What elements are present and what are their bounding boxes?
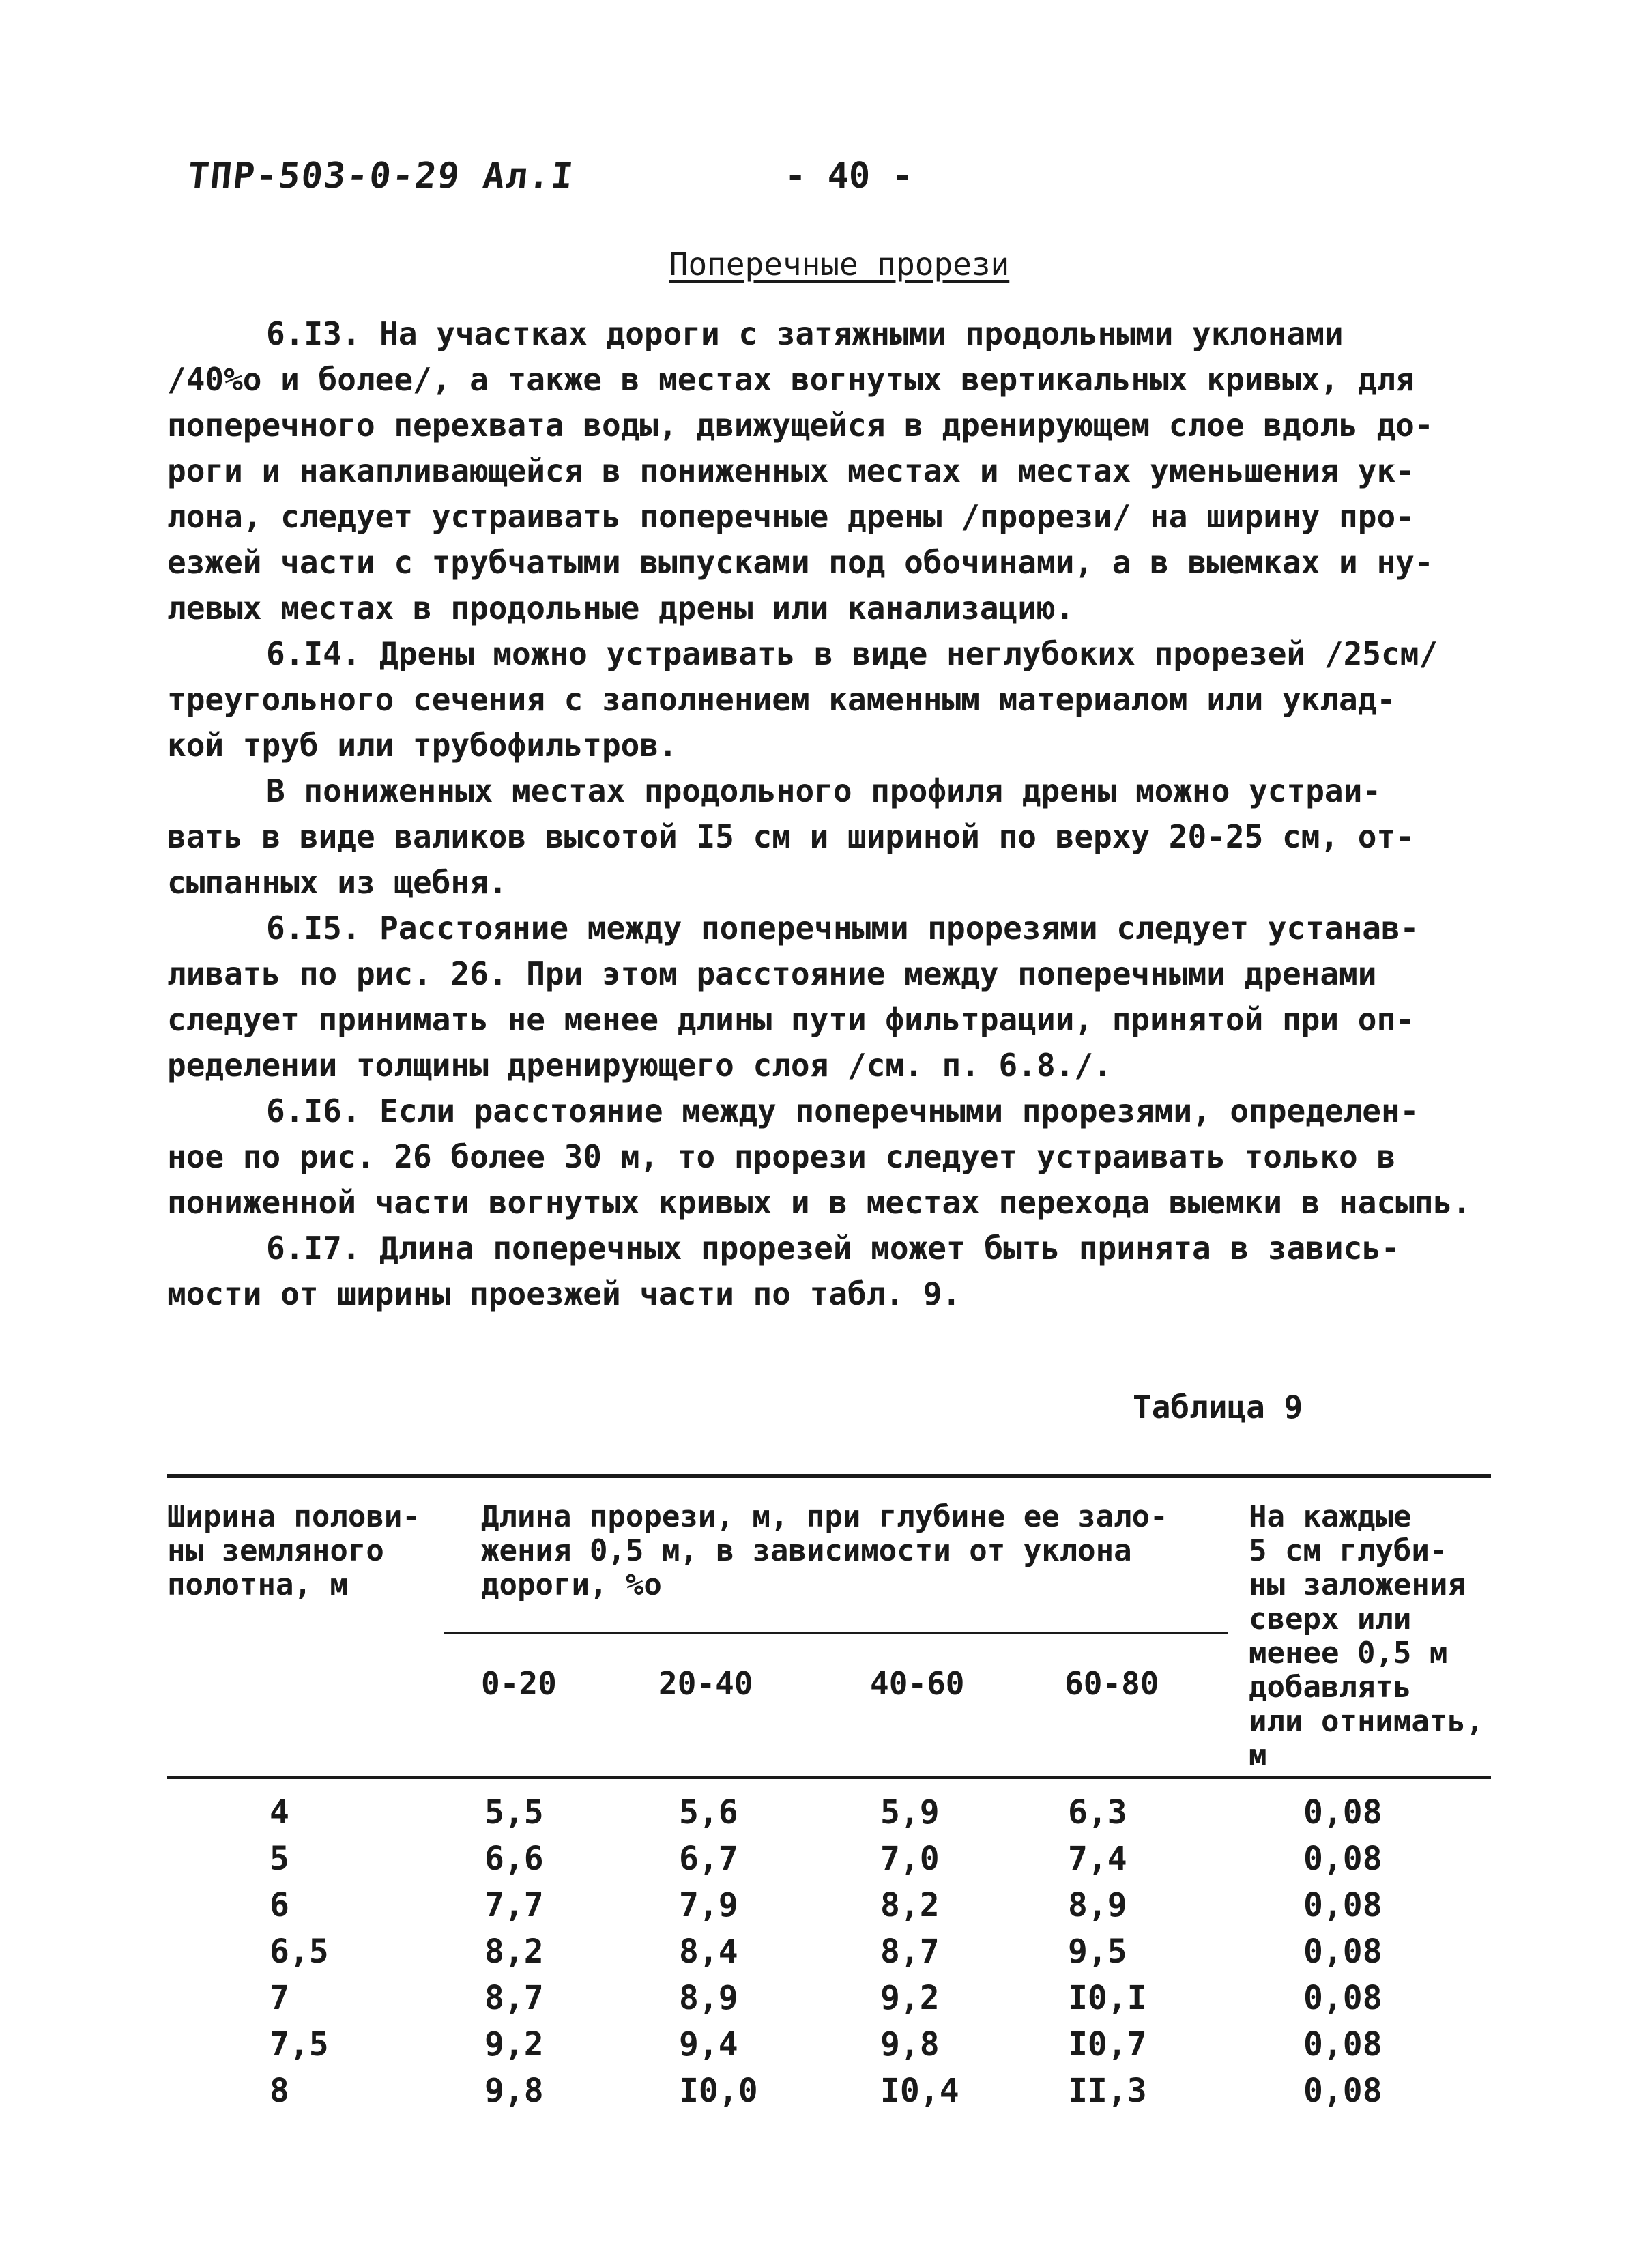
header-depth-correction: На каждые 5 см глуби- ны заложения сверх или менее 0,5 м добавлять или отнимать, м (1249, 1499, 1484, 1773)
cell-slope-40-60: 8,2 (880, 1886, 940, 1924)
table-row (0, 1886, 1652, 1933)
cell-half-width: 5 (270, 1840, 289, 1878)
cell-slope-20-40: 8,4 (679, 1933, 738, 1971)
cell-slope-40-60: 8,7 (880, 1933, 940, 1971)
table-row (0, 1933, 1652, 1979)
cell-correction: 0,08 (1303, 1840, 1382, 1878)
table-header-rule (167, 1776, 1491, 1779)
cell-slope-60-80: 6,3 (1068, 1793, 1127, 1832)
cell-slope-40-60: 9,2 (880, 1979, 940, 2017)
cell-slope-0-20: 8,7 (484, 1979, 544, 2017)
cell-slope-20-40: I0,0 (679, 2072, 758, 2110)
cell-slope-0-20: 9,2 (484, 2025, 544, 2064)
table-top-rule (167, 1474, 1491, 1478)
cell-half-width: 6,5 (270, 1933, 329, 1971)
cell-slope-0-20: 7,7 (484, 1886, 544, 1924)
table-row (0, 2072, 1652, 2118)
table-row (0, 1840, 1652, 1886)
cell-slope-20-40: 8,9 (679, 1979, 738, 2017)
cell-slope-60-80: 8,9 (1068, 1886, 1127, 1924)
cell-half-width: 7 (270, 1979, 289, 2017)
cell-correction: 0,08 (1303, 1933, 1382, 1971)
cell-slope-60-80: I0,7 (1068, 2025, 1147, 2064)
cell-slope-20-40: 7,9 (679, 1886, 738, 1924)
page-number: - 40 - (785, 156, 913, 197)
cell-correction: 0,08 (1303, 1979, 1382, 2017)
paragraph-6-13: 6.I3. На участках дороги с затяжными продольными уклонами /40%о и более/, а также в местах вогнутых вертикальных кривых, для поперечного перехвата воды, движущейся в дренирующем слое вдоль до- роги и накапливающейся в пониженных местах и местах уменьшения ук- лона, следует устраивать поперечные дрены /прорези/ на ширину про- езжей части с трубчатыми выпусками под обочинами, а в выемках и ну- левых местах в продольные дрены или канализацию. (167, 315, 1434, 626)
cell-slope-0-20: 8,2 (484, 1933, 544, 1971)
cell-slope-0-20: 6,6 (484, 1840, 544, 1878)
header-half-width: Ширина полови- ны земляного полотна, м (167, 1499, 420, 1602)
cell-slope-40-60: 5,9 (880, 1793, 940, 1832)
cell-half-width: 6 (270, 1886, 289, 1924)
table-row (0, 2025, 1652, 2072)
cell-slope-20-40: 5,6 (679, 1793, 738, 1832)
cell-slope-60-80: 9,5 (1068, 1933, 1127, 1971)
header-cut-length: Длина прорези, м, при глубине ее зало- жения 0,5 м, в зависимости от уклона дороги, %о (481, 1499, 1168, 1602)
cell-slope-60-80: II,3 (1068, 2072, 1147, 2110)
slope-header-20-40: 20-40 (658, 1665, 753, 1702)
cell-slope-20-40: 9,4 (679, 2025, 738, 2064)
cell-correction: 0,08 (1303, 1886, 1382, 1924)
table-row (0, 1793, 1652, 1840)
section-title: Поперечные прорези (669, 246, 1010, 283)
document-code: ТПР-503-0-29 Ал.I (185, 156, 577, 197)
cell-slope-20-40: 6,7 (679, 1840, 738, 1878)
table-subheader-rule (444, 1632, 1228, 1634)
cell-slope-60-80: 7,4 (1068, 1840, 1127, 1878)
cell-half-width: 4 (270, 1793, 289, 1832)
paragraph-6-17: 6.I7. Длина поперечных прорезей может быть принята в завись- мости от ширины проезжей части по табл. 9. (167, 1230, 1400, 1312)
cell-slope-40-60: 9,8 (880, 2025, 940, 2064)
slope-header-40-60: 40-60 (870, 1665, 965, 1702)
cell-slope-0-20: 9,8 (484, 2072, 544, 2110)
cell-slope-0-20: 5,5 (484, 1793, 544, 1832)
body-text (167, 311, 1484, 1317)
cell-half-width: 8 (270, 2072, 289, 2110)
paragraph-6-16: 6.I6. Если расстояние между поперечными прорезями, определен- ное по рис. 26 более 30 м, то прорези следует устраивать только в пониженной части вогнутых кривых и в местах перехода выемки в насыпь. (167, 1093, 1471, 1221)
cell-half-width: 7,5 (270, 2025, 329, 2064)
cell-slope-40-60: 7,0 (880, 1840, 940, 1878)
cell-slope-40-60: I0,4 (880, 2072, 959, 2110)
cell-correction: 0,08 (1303, 2025, 1382, 2064)
cell-slope-60-80: I0,I (1068, 1979, 1147, 2017)
cell-correction: 0,08 (1303, 2072, 1382, 2110)
slope-header-0-20: 0-20 (481, 1665, 557, 1702)
slope-header-60-80: 60-80 (1064, 1665, 1159, 1702)
table-label: Таблица 9 (1133, 1389, 1303, 1426)
paragraph-6-14: 6.I4. Дрены можно устраивать в виде неглубоких прорезей /25см/ треугольного сечения с заполнением каменным материалом или уклад- кой труб или трубофильтров. (167, 635, 1438, 764)
paragraph-6-15: 6.I5. Расстояние между поперечными прорезями следует устанав- ливать по рис. 26. При этом расстояние между поперечными дренами следует принимать не менее длины пути фильтрации, принятой при оп- ределении толщины дренирующего слоя /см. п. 6.8./. (167, 910, 1419, 1084)
table-row (0, 1979, 1652, 2025)
cell-correction: 0,08 (1303, 1793, 1382, 1832)
paragraph-lowered-places: В пониженных местах продольного профиля дрены можно устраи- вать в виде валиков высотой I5 см и шириной по верху 20-25 см, от- сыпанных из щебня. (167, 772, 1415, 901)
